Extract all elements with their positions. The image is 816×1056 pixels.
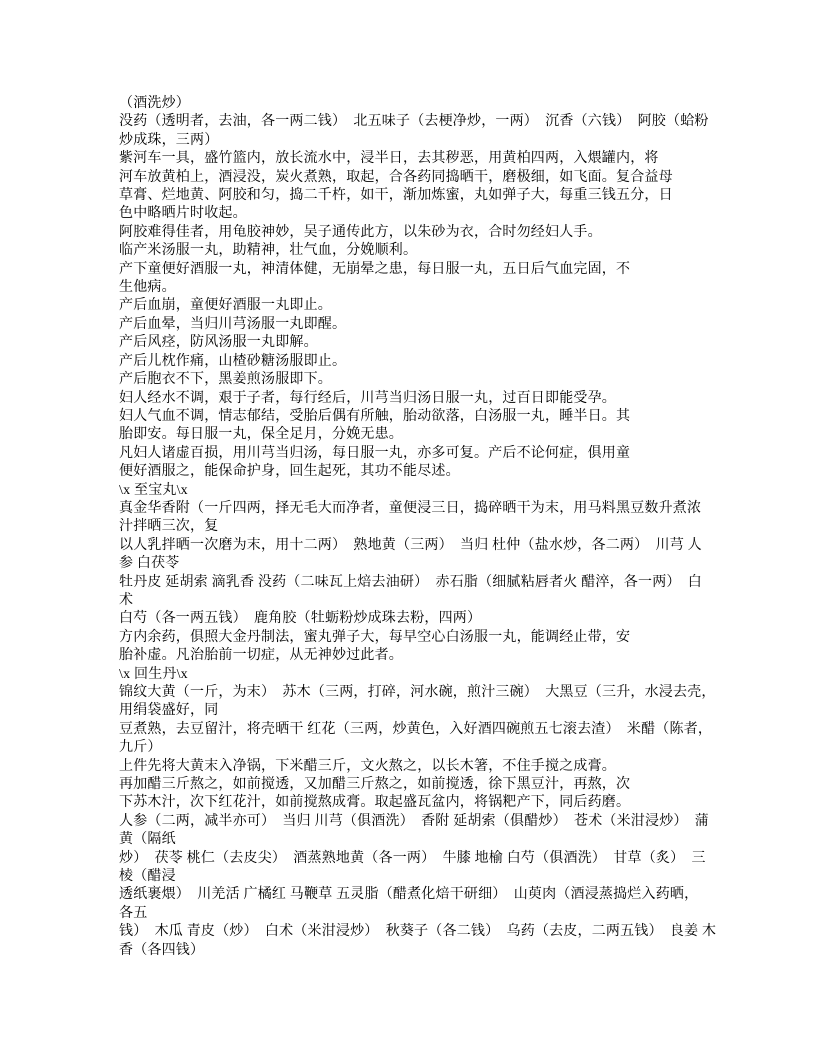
text-line: 阿胶难得佳者，用龟胶神妙，吴子通传此方，以朱砂为衣，合时勿经妇人手。 xyxy=(119,224,602,240)
text-line: 产下童便好酒服一丸，神清体健，无崩晕之患，每日服一丸，五日后气血完固，不 xyxy=(119,261,631,277)
text-line: 人参（二两，减半亦可） 当归 川芎（俱酒洗） 香附 延胡索（俱醋炒） 苍术（米泔浸炒） 蒲 xyxy=(119,813,709,829)
text-line: 上件先将大黄末入净锅，下米醋三斤，文火熬之，以长木箸，不住手搅之成膏。 xyxy=(119,758,616,774)
text-line: 再加醋三斤熬之，如前搅透，又加醋三斤熬之，如前搅透，徐下黑豆汁，再熬，次 xyxy=(119,777,631,793)
text-line: 妇人气血不调，情志郁结，受胎后偶有所触，胎动欲落，白汤服一丸，睡半日。其 xyxy=(119,408,631,424)
text-line: 炒） 茯苓 桃仁（去皮尖） 酒蒸熟地黄（各一两） 牛膝 地榆 白芍（俱酒洗） 甘草（炙） 三 xyxy=(119,850,706,866)
text-line: 豆煮熟，去豆留汁，将壳晒干 红花（三两，炒黄色，入好酒四碗煎五七滚去渣） 米醋（陈者， xyxy=(119,721,713,737)
text-line: 锦纹大黄（一斤，为末） 苏木（三两，打碎，河水碗，煎汁三碗） 大黑豆（三升，水浸去壳， xyxy=(119,685,716,700)
text-line: 产后儿枕作痛，山楂砂糖汤服即止。 xyxy=(119,353,347,369)
text-line: 各五 xyxy=(119,905,148,921)
text-line: 产后胞衣不下，黑姜煎汤服即下。 xyxy=(119,372,332,388)
text-line: 河车放黄柏上，酒浸没，炭火煮熟，取起，合各药同捣晒干，磨极细，如飞面。复合益母 xyxy=(119,169,673,185)
section-marker-huishengdan: \x 回生丹\x xyxy=(119,666,188,682)
text-line: 凡妇人诸虚百损，用川芎当归汤，每日服一丸，亦多可复。产后不论何症，俱用童 xyxy=(119,445,631,461)
text-line: 色中略晒片时收起。 xyxy=(119,206,247,222)
text-line: 九斤） xyxy=(119,740,162,756)
text-line: 透纸裹煨） 川羌活 广橘红 马鞭草 五灵脂（醋煮化焙干研细） 山萸肉（酒浸蒸捣烂入药晒， xyxy=(119,887,699,903)
text-line: 产后血晕，当归川芎汤服一丸即醒。 xyxy=(119,316,347,332)
text-line: 草膏、烂地黄、阿胶和匀，捣二千杵，如干，渐加炼蜜，丸如弹子大，每重三钱五分，日 xyxy=(119,188,673,204)
text-line: 便好酒服之，能保命护身，回生起死，其功不能尽述。 xyxy=(119,464,460,480)
text-line: 参 白茯苓 xyxy=(119,556,180,572)
text-line: 胎补虚。凡治胎前一切症，从无神妙过此者。 xyxy=(119,648,403,664)
text-line: 棱（醋浸 xyxy=(119,869,176,885)
text-line: 术 xyxy=(119,592,134,608)
text-line: 香（各四钱） xyxy=(119,942,205,958)
text-line: 产后风痉，防风汤服一丸即解。 xyxy=(119,335,318,351)
text-line: 妇人经水不调，艰于子者，每行经后，川芎当归汤日服一丸，过百日即能受孕。 xyxy=(119,390,616,406)
text-line: 紫河车一具，盛竹篮内，放长流水中，浸半日，去其秽恶，用黄柏四两，入煨罐内，将 xyxy=(119,151,659,167)
text-line: 白芍（各一两五钱） 鹿角胶（牡蛎粉炒成珠去粉，四两） xyxy=(119,611,482,627)
text-line: 没药（透明者，去油，各一两二钱） 北五味子（去梗净炒，一两） 沉香（六钱） 阿胶（蛤粉 xyxy=(119,114,709,130)
text-line: 用绢袋盛好，同 xyxy=(119,703,219,719)
text-line: 产后血崩，童便好酒服一丸即止。 xyxy=(119,298,332,314)
text-line: 汁拌晒三次，复 xyxy=(119,519,219,535)
text-line: 炒成珠，三两） xyxy=(119,132,219,148)
text-line: 钱） 木瓜 青皮（炒） 白术（米泔浸炒） 秋葵子（各二钱） 乌药（去皮，二两五钱） 良姜 木 xyxy=(119,924,717,940)
text-line: 生他病。 xyxy=(119,280,176,296)
text-line: 方内余药，俱照大金丹制法，蜜丸弹子大，每早空心白汤服一丸，能调经止带，安 xyxy=(119,629,631,645)
text-line: 以人乳拌晒一次磨为末，用十二两） 熟地黄（三两） 当归 杜仲（盐水炒，各二两） 川芎 人 xyxy=(119,537,702,553)
text-line: 临产米汤服一丸，助精神，壮气血，分娩顺利。 xyxy=(119,243,418,259)
text-line: 下苏木汁，次下红花汁，如前搅熬成膏。取起盛瓦盆内，将锅粑产下，同后药磨。 xyxy=(119,795,631,811)
section-marker-zhibaowan: \x 至宝丸\x xyxy=(119,482,188,498)
text-line: 黄（隔纸 xyxy=(119,832,176,848)
text-line: 真金华香附（一斤四两，择无毛大而净者，童便浸三日，捣碎晒干为末，用马料黑豆数升煮浓 xyxy=(119,500,702,516)
text-line: （酒洗炒） xyxy=(119,96,190,111)
text-line: 胎即安。每日服一丸，保全足月，分娩无患。 xyxy=(119,427,403,443)
document-text-block xyxy=(119,95,719,960)
text-line: 牡丹皮 延胡索 滴乳香 没药（二味瓦上焙去油研） 赤石脂（细腻粘唇者火 醋淬，各一两） 白 xyxy=(119,574,702,590)
